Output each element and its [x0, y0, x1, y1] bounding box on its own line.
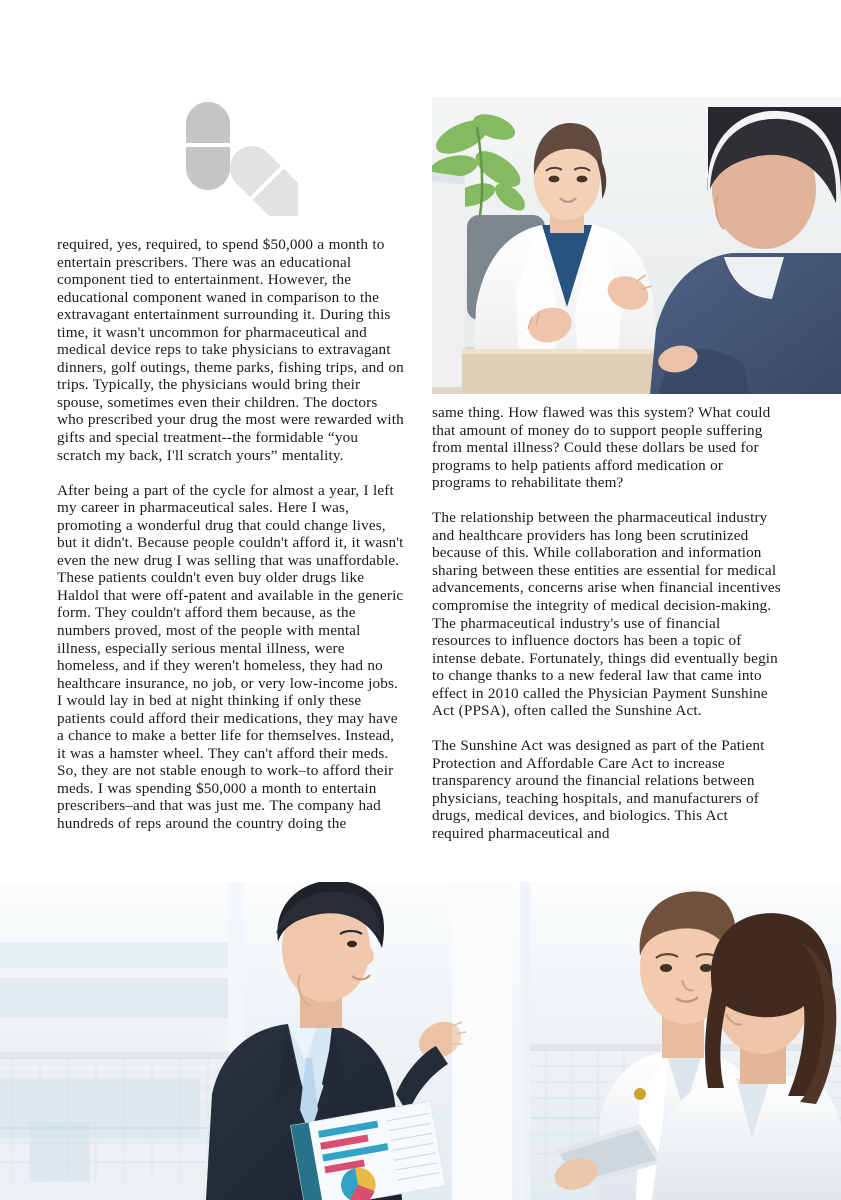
capsule-front-icon [221, 137, 298, 216]
article-right-column [432, 404, 781, 843]
paragraph: required, yes, required, to spend $50,000 a month to entertain prescribers. There was an educational component tied to entertainment. However, the educational component waned in comparison to the extravagant entertainment surrounding it. During this time, it wasn't uncommon for pharmaceutical and medical device reps to take physicians to extravagant dinners, golf outings, theme parks, fishing trips, and on trips. Typically, the physicians would bring their spouse, sometimes even their children. The doctors who prescribed your drug the most were rewarded with gifts and special treatment--the formidable “you scratch my back, I'll scratch yours” mentality. [57, 236, 404, 464]
paragraph: The Sunshine Act was designed as part of the Patient Protection and Affordable Care Act to increase transparency around the financial relations between physicians, teaching hospitals, and manufacturers of drugs, medical devices, and biologics. This Act required pharmaceutical and [432, 737, 765, 843]
article-left-column [57, 236, 406, 833]
paragraph: same thing. How flawed was this system? What could that amount of money do to support people suffering from mental illness? Could these dollars be used for programs to help patients afford medication or programs to rehabilitate them? [432, 404, 771, 492]
doctor-patient-consultation-photo [432, 97, 841, 394]
pharma-rep-meeting-photo [0, 882, 841, 1200]
capsule-back-icon [186, 102, 230, 190]
pill-capsule-logo [178, 96, 298, 216]
paragraph: The relationship between the pharmaceutical industry and healthcare providers has long been scrutinized because of this. While collaboration and information sharing between these entities are essential for medical advancements, concerns arise when financial incentives compromise the integrity of medical decision-making. The pharmaceutical industry's use of financial resources to influence doctors has been a topic of intense debate. Fortunately, things did eventually begin to change thanks to a new federal law that came into effect in 2010 called the Physician Payment Sunshine Act (PPSA), often called the Sunshine Act. [432, 509, 781, 720]
paragraph: After being a part of the cycle for almost a year, I left my career in pharmaceutical sales. Here I was, promoting a wonderful drug that could change lives, but it didn't. Because people couldn't afford it, it wasn't even the new drug I was selling that was unaffordable. These patients couldn't even buy older drugs like Haldol that were off-patent and available in the generic form. They couldn't afford them because, as the numbers proved, most of the people with mental illness, especially serious mental illness, were homeless, and if they weren't homeless, they had no healthcare insurance, no job, or very low-income jobs. I would lay in bed at night thinking if only these patients could afford their medications, they may have a chance to make a better life for themselves. Instead, it was a hamster wheel. They can't afford their meds. So, they are not stable enough to work–to afford their meds. I was spending $50,000 a month to entertain prescribers–and that was just me. The company had hundreds of reps around the country doing the [57, 481, 404, 832]
